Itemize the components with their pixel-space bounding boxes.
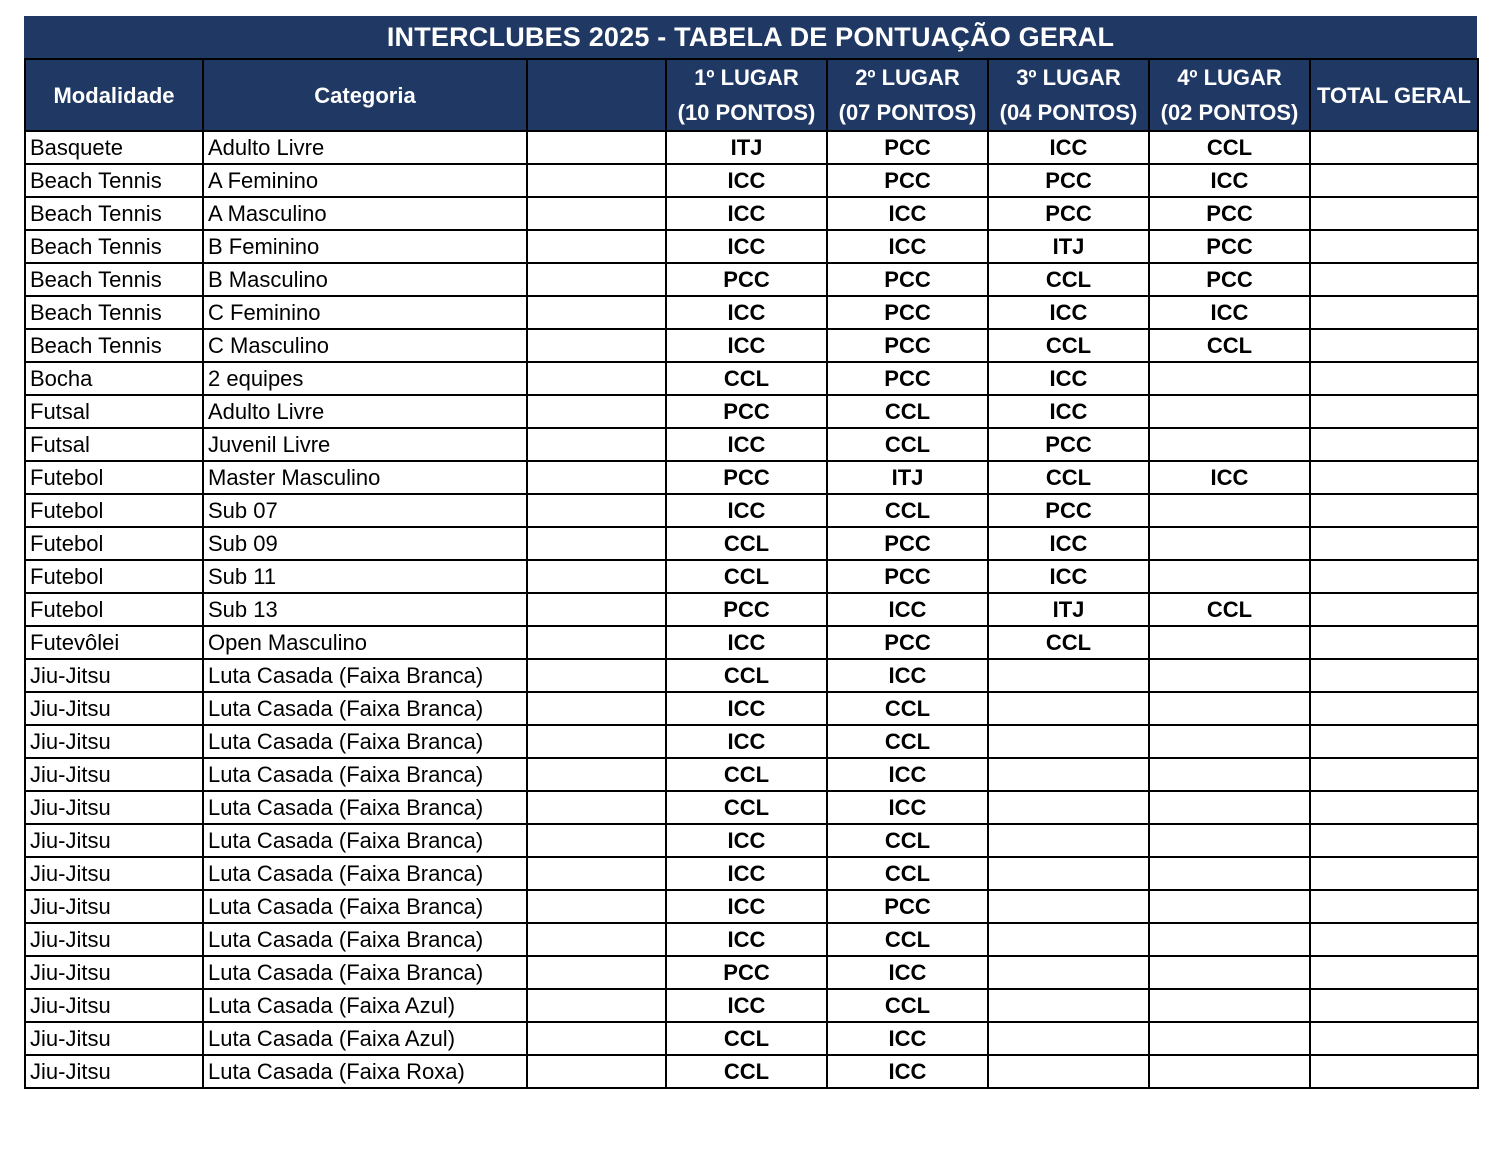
cell-place-1: CCL bbox=[666, 527, 827, 560]
cell-place-3 bbox=[988, 956, 1149, 989]
cell-total-geral bbox=[1310, 296, 1478, 329]
cell-place-4: PCC bbox=[1149, 197, 1310, 230]
table-row bbox=[25, 626, 1478, 659]
cell-place-1: CCL bbox=[666, 1055, 827, 1088]
cell-place-3 bbox=[988, 1022, 1149, 1055]
cell-modalidade: Jiu-Jitsu bbox=[25, 989, 203, 1022]
cell-place-4 bbox=[1149, 989, 1310, 1022]
score-table bbox=[24, 58, 1479, 1089]
cell-place-1: CCL bbox=[666, 1022, 827, 1055]
cell-modalidade: Jiu-Jitsu bbox=[25, 923, 203, 956]
table-row bbox=[25, 890, 1478, 923]
cell-total-geral bbox=[1310, 1022, 1478, 1055]
cell-place-4 bbox=[1149, 758, 1310, 791]
header-place-1-points: (10 PONTOS) bbox=[677, 100, 816, 125]
cell-place-2: PCC bbox=[827, 527, 988, 560]
cell-blank bbox=[527, 791, 666, 824]
cell-categoria: Sub 11 bbox=[203, 560, 527, 593]
cell-place-3: CCL bbox=[988, 626, 1149, 659]
cell-place-1: ICC bbox=[666, 857, 827, 890]
table-row bbox=[25, 131, 1478, 164]
cell-place-1: CCL bbox=[666, 791, 827, 824]
header-place-2-label: 2º LUGAR bbox=[855, 65, 960, 90]
cell-place-4: ICC bbox=[1149, 164, 1310, 197]
cell-categoria: Luta Casada (Faixa Azul) bbox=[203, 989, 527, 1022]
cell-modalidade: Jiu-Jitsu bbox=[25, 857, 203, 890]
cell-place-3: ICC bbox=[988, 560, 1149, 593]
cell-place-1: ICC bbox=[666, 725, 827, 758]
cell-place-3 bbox=[988, 1055, 1149, 1088]
table-row bbox=[25, 857, 1478, 890]
table-row bbox=[25, 296, 1478, 329]
cell-place-2: CCL bbox=[827, 494, 988, 527]
cell-place-4 bbox=[1149, 791, 1310, 824]
cell-place-4 bbox=[1149, 725, 1310, 758]
table-row bbox=[25, 461, 1478, 494]
cell-total-geral bbox=[1310, 692, 1478, 725]
cell-modalidade: Jiu-Jitsu bbox=[25, 791, 203, 824]
cell-total-geral bbox=[1310, 593, 1478, 626]
cell-categoria: A Masculino bbox=[203, 197, 527, 230]
cell-place-3 bbox=[988, 725, 1149, 758]
cell-blank bbox=[527, 824, 666, 857]
cell-place-1: ICC bbox=[666, 692, 827, 725]
cell-place-3 bbox=[988, 890, 1149, 923]
cell-place-2: PCC bbox=[827, 890, 988, 923]
cell-categoria: Luta Casada (Faixa Branca) bbox=[203, 791, 527, 824]
cell-place-2: PCC bbox=[827, 626, 988, 659]
cell-blank bbox=[527, 560, 666, 593]
cell-place-1: ICC bbox=[666, 164, 827, 197]
cell-place-4: ICC bbox=[1149, 296, 1310, 329]
cell-modalidade: Futebol bbox=[25, 560, 203, 593]
cell-categoria: Sub 13 bbox=[203, 593, 527, 626]
cell-categoria: Luta Casada (Faixa Branca) bbox=[203, 758, 527, 791]
cell-blank bbox=[527, 461, 666, 494]
cell-blank bbox=[527, 362, 666, 395]
table-row bbox=[25, 263, 1478, 296]
cell-place-3: ITJ bbox=[988, 593, 1149, 626]
cell-blank bbox=[527, 626, 666, 659]
cell-place-3 bbox=[988, 857, 1149, 890]
cell-blank bbox=[527, 527, 666, 560]
header-place-3-points: (04 PONTOS) bbox=[999, 100, 1138, 125]
cell-total-geral bbox=[1310, 494, 1478, 527]
cell-total-geral bbox=[1310, 791, 1478, 824]
cell-categoria: Luta Casada (Faixa Branca) bbox=[203, 692, 527, 725]
cell-blank bbox=[527, 659, 666, 692]
cell-categoria: Luta Casada (Faixa Branca) bbox=[203, 659, 527, 692]
cell-blank bbox=[527, 164, 666, 197]
cell-modalidade: Jiu-Jitsu bbox=[25, 824, 203, 857]
cell-blank bbox=[527, 758, 666, 791]
cell-place-4 bbox=[1149, 1022, 1310, 1055]
cell-place-2: ITJ bbox=[827, 461, 988, 494]
cell-modalidade: Basquete bbox=[25, 131, 203, 164]
cell-blank bbox=[527, 263, 666, 296]
cell-modalidade: Jiu-Jitsu bbox=[25, 890, 203, 923]
cell-blank bbox=[527, 197, 666, 230]
cell-place-4 bbox=[1149, 857, 1310, 890]
cell-place-1: ICC bbox=[666, 230, 827, 263]
cell-blank bbox=[527, 1055, 666, 1088]
cell-place-2: PCC bbox=[827, 164, 988, 197]
cell-place-3 bbox=[988, 692, 1149, 725]
cell-place-1: CCL bbox=[666, 560, 827, 593]
cell-place-2: PCC bbox=[827, 329, 988, 362]
cell-place-2: PCC bbox=[827, 362, 988, 395]
table-row bbox=[25, 1022, 1478, 1055]
cell-place-1: ICC bbox=[666, 824, 827, 857]
cell-modalidade: Futebol bbox=[25, 527, 203, 560]
cell-place-1: ICC bbox=[666, 494, 827, 527]
cell-place-2: CCL bbox=[827, 989, 988, 1022]
cell-place-1: PCC bbox=[666, 395, 827, 428]
cell-categoria: B Feminino bbox=[203, 230, 527, 263]
cell-modalidade: Jiu-Jitsu bbox=[25, 1022, 203, 1055]
header-blank bbox=[527, 59, 666, 131]
cell-place-2: ICC bbox=[827, 791, 988, 824]
header-place-3-label: 3º LUGAR bbox=[1016, 65, 1121, 90]
header-place-4 bbox=[1149, 59, 1310, 131]
cell-place-3: PCC bbox=[988, 428, 1149, 461]
cell-place-3: ICC bbox=[988, 527, 1149, 560]
cell-place-2: ICC bbox=[827, 956, 988, 989]
cell-place-4: CCL bbox=[1149, 329, 1310, 362]
cell-categoria: Luta Casada (Faixa Branca) bbox=[203, 890, 527, 923]
cell-blank bbox=[527, 428, 666, 461]
table-row bbox=[25, 923, 1478, 956]
cell-categoria: Luta Casada (Faixa Roxa) bbox=[203, 1055, 527, 1088]
cell-place-4 bbox=[1149, 923, 1310, 956]
cell-place-4: CCL bbox=[1149, 131, 1310, 164]
cell-modalidade: Futebol bbox=[25, 461, 203, 494]
table-row bbox=[25, 692, 1478, 725]
cell-modalidade: Beach Tennis bbox=[25, 296, 203, 329]
cell-total-geral bbox=[1310, 131, 1478, 164]
cell-place-3: ITJ bbox=[988, 230, 1149, 263]
cell-place-3: ICC bbox=[988, 131, 1149, 164]
cell-categoria: Adulto Livre bbox=[203, 395, 527, 428]
cell-place-3 bbox=[988, 824, 1149, 857]
cell-total-geral bbox=[1310, 197, 1478, 230]
cell-modalidade: Beach Tennis bbox=[25, 329, 203, 362]
cell-categoria: A Feminino bbox=[203, 164, 527, 197]
table-row bbox=[25, 725, 1478, 758]
cell-place-4: PCC bbox=[1149, 263, 1310, 296]
cell-place-4 bbox=[1149, 494, 1310, 527]
cell-place-4 bbox=[1149, 1055, 1310, 1088]
cell-blank bbox=[527, 857, 666, 890]
cell-place-2: CCL bbox=[827, 923, 988, 956]
cell-total-geral bbox=[1310, 395, 1478, 428]
cell-place-2: ICC bbox=[827, 230, 988, 263]
cell-place-3: CCL bbox=[988, 329, 1149, 362]
cell-blank bbox=[527, 890, 666, 923]
cell-place-1: PCC bbox=[666, 461, 827, 494]
cell-categoria: Sub 07 bbox=[203, 494, 527, 527]
cell-place-2: ICC bbox=[827, 659, 988, 692]
header-categoria: Categoria bbox=[203, 59, 527, 131]
cell-place-3 bbox=[988, 989, 1149, 1022]
cell-place-3 bbox=[988, 791, 1149, 824]
cell-blank bbox=[527, 1022, 666, 1055]
cell-place-1: ICC bbox=[666, 923, 827, 956]
cell-place-4 bbox=[1149, 824, 1310, 857]
cell-place-1: ICC bbox=[666, 989, 827, 1022]
cell-place-2: ICC bbox=[827, 1022, 988, 1055]
cell-place-1: CCL bbox=[666, 758, 827, 791]
cell-place-4: CCL bbox=[1149, 593, 1310, 626]
header-total: TOTAL GERAL bbox=[1310, 59, 1478, 131]
cell-total-geral bbox=[1310, 725, 1478, 758]
table-row bbox=[25, 362, 1478, 395]
table-row bbox=[25, 395, 1478, 428]
cell-modalidade: Beach Tennis bbox=[25, 164, 203, 197]
table-row bbox=[25, 956, 1478, 989]
cell-place-1: PCC bbox=[666, 263, 827, 296]
cell-place-3: ICC bbox=[988, 296, 1149, 329]
cell-total-geral bbox=[1310, 659, 1478, 692]
cell-place-3: ICC bbox=[988, 395, 1149, 428]
table-row bbox=[25, 560, 1478, 593]
cell-total-geral bbox=[1310, 329, 1478, 362]
cell-modalidade: Jiu-Jitsu bbox=[25, 659, 203, 692]
cell-place-3: PCC bbox=[988, 197, 1149, 230]
cell-total-geral bbox=[1310, 428, 1478, 461]
cell-blank bbox=[527, 956, 666, 989]
cell-modalidade: Jiu-Jitsu bbox=[25, 692, 203, 725]
cell-categoria: Master Masculino bbox=[203, 461, 527, 494]
table-row bbox=[25, 659, 1478, 692]
cell-blank bbox=[527, 593, 666, 626]
cell-total-geral bbox=[1310, 1055, 1478, 1088]
cell-categoria: Luta Casada (Faixa Branca) bbox=[203, 725, 527, 758]
table-row bbox=[25, 758, 1478, 791]
cell-categoria: Open Masculino bbox=[203, 626, 527, 659]
cell-place-2: PCC bbox=[827, 296, 988, 329]
cell-blank bbox=[527, 296, 666, 329]
cell-total-geral bbox=[1310, 890, 1478, 923]
table-row bbox=[25, 989, 1478, 1022]
header-place-4-points: (02 PONTOS) bbox=[1160, 100, 1299, 125]
cell-total-geral bbox=[1310, 857, 1478, 890]
cell-modalidade: Jiu-Jitsu bbox=[25, 725, 203, 758]
cell-total-geral bbox=[1310, 824, 1478, 857]
cell-place-4: ICC bbox=[1149, 461, 1310, 494]
cell-place-4 bbox=[1149, 362, 1310, 395]
table-row bbox=[25, 494, 1478, 527]
cell-categoria: Luta Casada (Faixa Azul) bbox=[203, 1022, 527, 1055]
page-title: INTERCLUBES 2025 - TABELA DE PONTUAÇÃO GERAL bbox=[24, 16, 1477, 58]
table-row bbox=[25, 824, 1478, 857]
cell-modalidade: Beach Tennis bbox=[25, 197, 203, 230]
cell-place-2: CCL bbox=[827, 824, 988, 857]
cell-place-3: CCL bbox=[988, 461, 1149, 494]
cell-modalidade: Bocha bbox=[25, 362, 203, 395]
cell-total-geral bbox=[1310, 956, 1478, 989]
cell-total-geral bbox=[1310, 527, 1478, 560]
cell-modalidade: Futevôlei bbox=[25, 626, 203, 659]
cell-place-3: PCC bbox=[988, 494, 1149, 527]
cell-place-4 bbox=[1149, 428, 1310, 461]
header-place-1-label: 1º LUGAR bbox=[694, 65, 799, 90]
cell-total-geral bbox=[1310, 560, 1478, 593]
cell-place-4 bbox=[1149, 956, 1310, 989]
cell-total-geral bbox=[1310, 923, 1478, 956]
cell-place-1: ICC bbox=[666, 296, 827, 329]
cell-place-4: PCC bbox=[1149, 230, 1310, 263]
header-place-3 bbox=[988, 59, 1149, 131]
header-place-1 bbox=[666, 59, 827, 131]
table-row bbox=[25, 329, 1478, 362]
cell-blank bbox=[527, 923, 666, 956]
cell-categoria: Juvenil Livre bbox=[203, 428, 527, 461]
cell-categoria: Luta Casada (Faixa Branca) bbox=[203, 956, 527, 989]
table-row bbox=[25, 527, 1478, 560]
cell-modalidade: Beach Tennis bbox=[25, 263, 203, 296]
cell-modalidade: Futebol bbox=[25, 593, 203, 626]
cell-blank bbox=[527, 725, 666, 758]
cell-place-3: PCC bbox=[988, 164, 1149, 197]
cell-place-2: PCC bbox=[827, 131, 988, 164]
table-row bbox=[25, 230, 1478, 263]
cell-place-4 bbox=[1149, 692, 1310, 725]
cell-place-2: CCL bbox=[827, 395, 988, 428]
cell-place-2: PCC bbox=[827, 560, 988, 593]
cell-place-1: ICC bbox=[666, 890, 827, 923]
cell-place-2: CCL bbox=[827, 428, 988, 461]
cell-place-4 bbox=[1149, 890, 1310, 923]
cell-place-2: CCL bbox=[827, 857, 988, 890]
cell-place-2: ICC bbox=[827, 1055, 988, 1088]
cell-place-1: ICC bbox=[666, 329, 827, 362]
cell-place-1: PCC bbox=[666, 593, 827, 626]
cell-place-3 bbox=[988, 923, 1149, 956]
cell-place-2: CCL bbox=[827, 725, 988, 758]
cell-place-1: ICC bbox=[666, 428, 827, 461]
cell-place-3: CCL bbox=[988, 263, 1149, 296]
cell-place-2: ICC bbox=[827, 758, 988, 791]
cell-categoria: Adulto Livre bbox=[203, 131, 527, 164]
header-place-2 bbox=[827, 59, 988, 131]
cell-categoria: Sub 09 bbox=[203, 527, 527, 560]
cell-modalidade: Futsal bbox=[25, 395, 203, 428]
cell-place-2: CCL bbox=[827, 692, 988, 725]
cell-total-geral bbox=[1310, 626, 1478, 659]
table-row bbox=[25, 1055, 1478, 1088]
cell-categoria: Luta Casada (Faixa Branca) bbox=[203, 923, 527, 956]
cell-place-1: PCC bbox=[666, 956, 827, 989]
cell-categoria: B Masculino bbox=[203, 263, 527, 296]
cell-total-geral bbox=[1310, 263, 1478, 296]
header-modalidade: Modalidade bbox=[25, 59, 203, 131]
cell-blank bbox=[527, 329, 666, 362]
cell-categoria: 2 equipes bbox=[203, 362, 527, 395]
cell-total-geral bbox=[1310, 164, 1478, 197]
cell-place-1: ITJ bbox=[666, 131, 827, 164]
cell-categoria: C Masculino bbox=[203, 329, 527, 362]
cell-total-geral bbox=[1310, 461, 1478, 494]
cell-place-4 bbox=[1149, 560, 1310, 593]
cell-place-3 bbox=[988, 758, 1149, 791]
cell-categoria: Luta Casada (Faixa Branca) bbox=[203, 857, 527, 890]
cell-total-geral bbox=[1310, 989, 1478, 1022]
cell-blank bbox=[527, 494, 666, 527]
cell-place-1: CCL bbox=[666, 659, 827, 692]
cell-modalidade: Jiu-Jitsu bbox=[25, 956, 203, 989]
cell-blank bbox=[527, 395, 666, 428]
table-body bbox=[25, 131, 1478, 1088]
header-row bbox=[25, 59, 1478, 131]
cell-place-1: CCL bbox=[666, 362, 827, 395]
cell-modalidade: Futebol bbox=[25, 494, 203, 527]
table-row bbox=[25, 164, 1478, 197]
cell-modalidade: Jiu-Jitsu bbox=[25, 758, 203, 791]
header-place-2-points: (07 PONTOS) bbox=[838, 100, 977, 125]
cell-place-3: ICC bbox=[988, 362, 1149, 395]
cell-place-2: ICC bbox=[827, 593, 988, 626]
cell-place-4 bbox=[1149, 527, 1310, 560]
cell-place-3 bbox=[988, 659, 1149, 692]
cell-blank bbox=[527, 989, 666, 1022]
table-row bbox=[25, 197, 1478, 230]
table-row bbox=[25, 593, 1478, 626]
cell-blank bbox=[527, 131, 666, 164]
cell-place-1: ICC bbox=[666, 626, 827, 659]
cell-place-4 bbox=[1149, 659, 1310, 692]
cell-blank bbox=[527, 692, 666, 725]
cell-place-4 bbox=[1149, 395, 1310, 428]
header-place-4-label: 4º LUGAR bbox=[1177, 65, 1282, 90]
cell-categoria: Luta Casada (Faixa Branca) bbox=[203, 824, 527, 857]
table-row bbox=[25, 791, 1478, 824]
cell-modalidade: Jiu-Jitsu bbox=[25, 1055, 203, 1088]
cell-place-2: PCC bbox=[827, 263, 988, 296]
cell-categoria: C Feminino bbox=[203, 296, 527, 329]
table-row bbox=[25, 428, 1478, 461]
cell-total-geral bbox=[1310, 230, 1478, 263]
cell-blank bbox=[527, 230, 666, 263]
cell-place-1: ICC bbox=[666, 197, 827, 230]
cell-place-2: ICC bbox=[827, 197, 988, 230]
cell-total-geral bbox=[1310, 758, 1478, 791]
cell-modalidade: Futsal bbox=[25, 428, 203, 461]
cell-place-4 bbox=[1149, 626, 1310, 659]
cell-total-geral bbox=[1310, 362, 1478, 395]
score-sheet bbox=[24, 16, 1477, 1089]
cell-modalidade: Beach Tennis bbox=[25, 230, 203, 263]
